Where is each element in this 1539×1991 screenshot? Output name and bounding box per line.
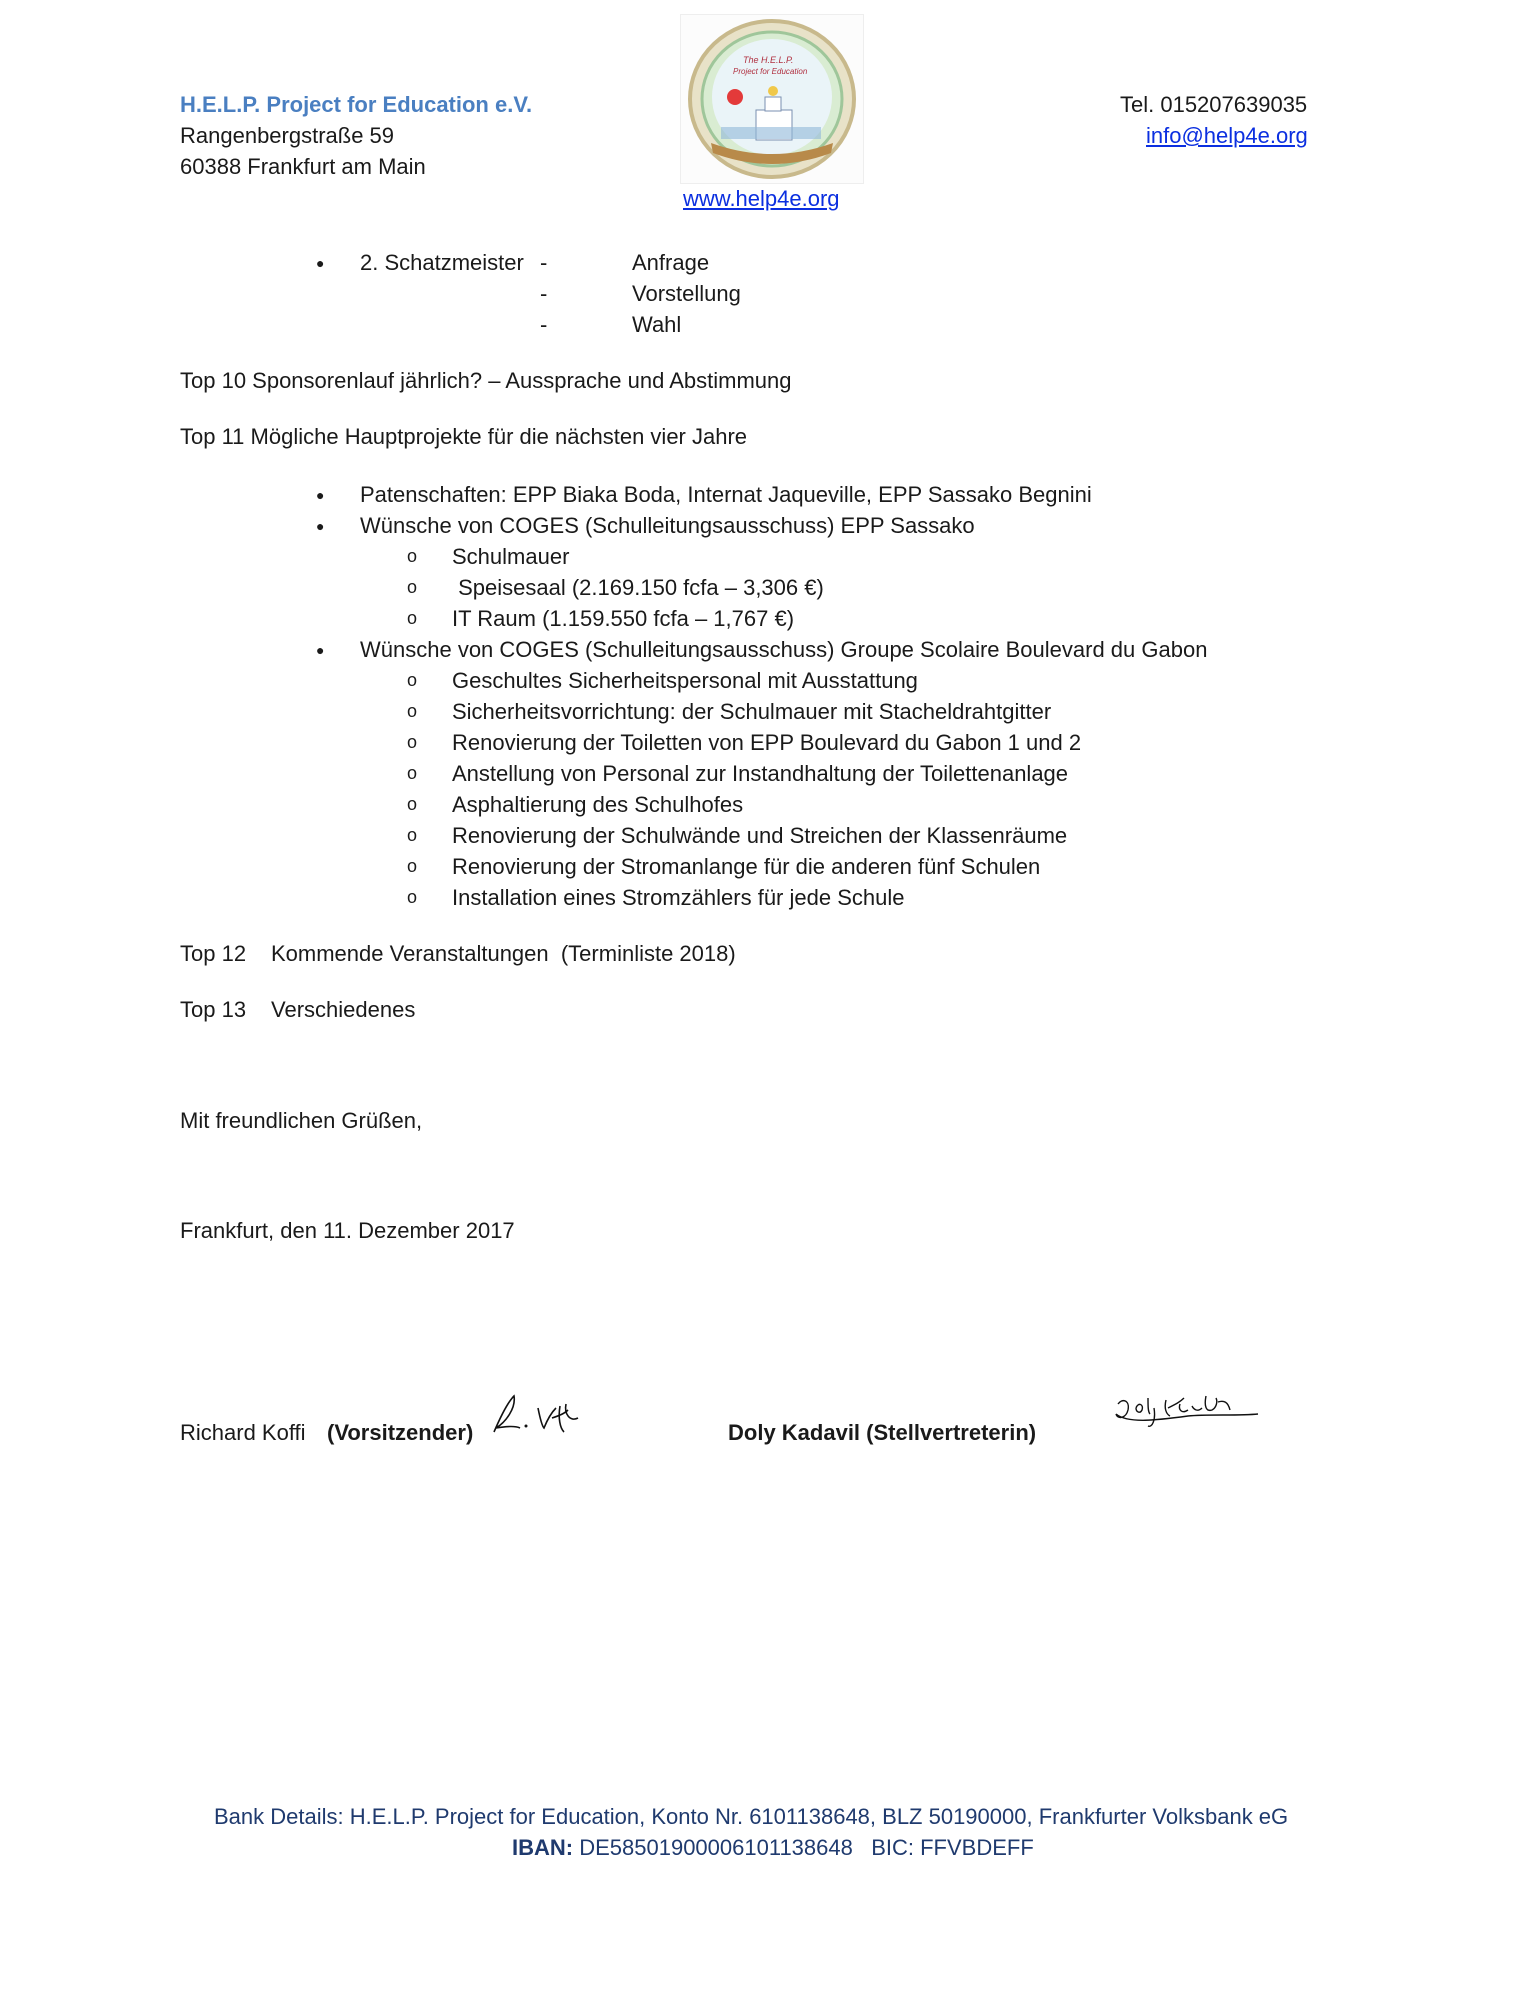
date-line: Frankfurt, den 11. Dezember 2017 <box>180 1218 515 1243</box>
circle-bullet-icon: o <box>407 794 418 814</box>
signatory-1-role: (Vorsitzender) <box>327 1420 474 1445</box>
top11-item: Wünsche von COGES (Schulleitungsausschuss) EPP Sassako <box>360 513 975 538</box>
circle-bullet-icon: o <box>407 763 418 783</box>
org-name: H.E.L.P. Project for Education e.V. <box>180 92 533 117</box>
treasurer-dash: - <box>540 250 548 275</box>
org-street: Rangenbergstraße 59 <box>180 123 395 148</box>
footer-bank-details: Bank Details: H.E.L.P. Project for Education, Konto Nr. 6101138648, BLZ 50190000, Frankfurter Volksbank eG <box>214 1804 1289 1829</box>
top11-item: Patenschaften: EPP Biaka Boda, Internat Jaqueville, EPP Sassako Begnini <box>360 482 1092 507</box>
top11-subitem: Speisesaal (2.169.150 fcfa – 3,306 €) <box>452 575 824 600</box>
agenda-top12-text: Kommende Veranstaltungen (Terminliste 2018) <box>271 941 736 966</box>
logo-text-line2: Project for Education <box>733 67 808 76</box>
treasurer-step: Wahl <box>632 312 682 337</box>
footer-iban-line <box>512 1835 1034 1861</box>
circle-bullet-icon: o <box>407 825 418 845</box>
top11-subitem: Sicherheitsvorrichtung: der Schulmauer mit Stacheldrahtgitter <box>452 699 1052 724</box>
bullet-icon: ● <box>316 518 325 534</box>
org-phone: Tel. 015207639035 <box>1120 92 1308 117</box>
logo-text-line1: The H.E.L.P. <box>743 55 794 65</box>
top11-subitem: Schulmauer <box>452 544 570 569</box>
agenda-top13-text: Verschiedenes <box>271 997 416 1022</box>
top11-subitem: Renovierung der Toiletten von EPP Boulevard du Gabon 1 und 2 <box>452 730 1082 755</box>
signatory-1-name: Richard Koffi <box>180 1420 306 1445</box>
circle-bullet-icon: o <box>407 608 418 628</box>
treasurer-step: Vorstellung <box>632 281 741 306</box>
footer-iban-label: IBAN: <box>512 1835 574 1860</box>
org-logo <box>680 14 864 184</box>
footer-iban-value: DE58501900006101138648 BIC: FFVBDEFF <box>573 1835 1034 1860</box>
treasurer-dash: - <box>540 281 548 306</box>
top11-subitem: Renovierung der Stromanlange für die anderen fünf Schulen <box>452 854 1041 879</box>
treasurer-dash: - <box>540 312 548 337</box>
agenda-top10: Top 10 Sponsorenlauf jährlich? – Aussprache und Abstimmung <box>180 368 792 393</box>
treasurer-step: Anfrage <box>632 250 710 275</box>
website-link[interactable]: www.help4e.org <box>683 186 840 211</box>
top11-item: Wünsche von COGES (Schulleitungsausschuss) Groupe Scolaire Boulevard du Gabon <box>360 637 1208 662</box>
bullet-icon: ● <box>316 255 325 271</box>
closing-greeting: Mit freundlichen Grüßen, <box>180 1108 423 1133</box>
agenda-top13-number: Top 13 <box>180 997 247 1022</box>
top11-subitem: Installation eines Stromzählers für jede Schule <box>452 885 905 910</box>
agenda-top12-number: Top 12 <box>180 941 247 966</box>
circle-bullet-icon: o <box>407 732 418 752</box>
top11-subitem: Asphaltierung des Schulhofes <box>452 792 744 817</box>
circle-bullet-icon: o <box>407 856 418 876</box>
agenda-top11-title: Top 11 Mögliche Hauptprojekte für die nächsten vier Jahre <box>180 424 748 449</box>
top11-subitem: IT Raum (1.159.550 fcfa – 1,767 €) <box>452 606 795 631</box>
signature-2 <box>1108 1380 1268 1440</box>
org-city: 60388 Frankfurt am Main <box>180 154 426 179</box>
top11-subitem: Geschultes Sicherheitspersonal mit Ausstattung <box>452 668 918 693</box>
circle-bullet-icon: o <box>407 670 418 690</box>
signature-1 <box>486 1388 586 1444</box>
top11-subitem: Anstellung von Personal zur Instandhaltung der Toilettenanlage <box>452 761 1069 786</box>
circle-bullet-icon: o <box>407 701 418 721</box>
bullet-icon: ● <box>316 642 325 658</box>
bullet-icon: ● <box>316 487 325 503</box>
circle-bullet-icon: o <box>407 887 418 907</box>
email-link[interactable]: info@help4e.org <box>1146 123 1308 148</box>
top11-subitem: Renovierung der Schulwände und Streichen der Klassenräume <box>452 823 1068 848</box>
signatory-2-name: Doly Kadavil (Stellvertreterin) <box>728 1420 1037 1445</box>
treasurer-label: 2. Schatzmeister <box>360 250 524 275</box>
circle-bullet-icon: o <box>407 577 418 597</box>
circle-bullet-icon: o <box>407 546 418 566</box>
